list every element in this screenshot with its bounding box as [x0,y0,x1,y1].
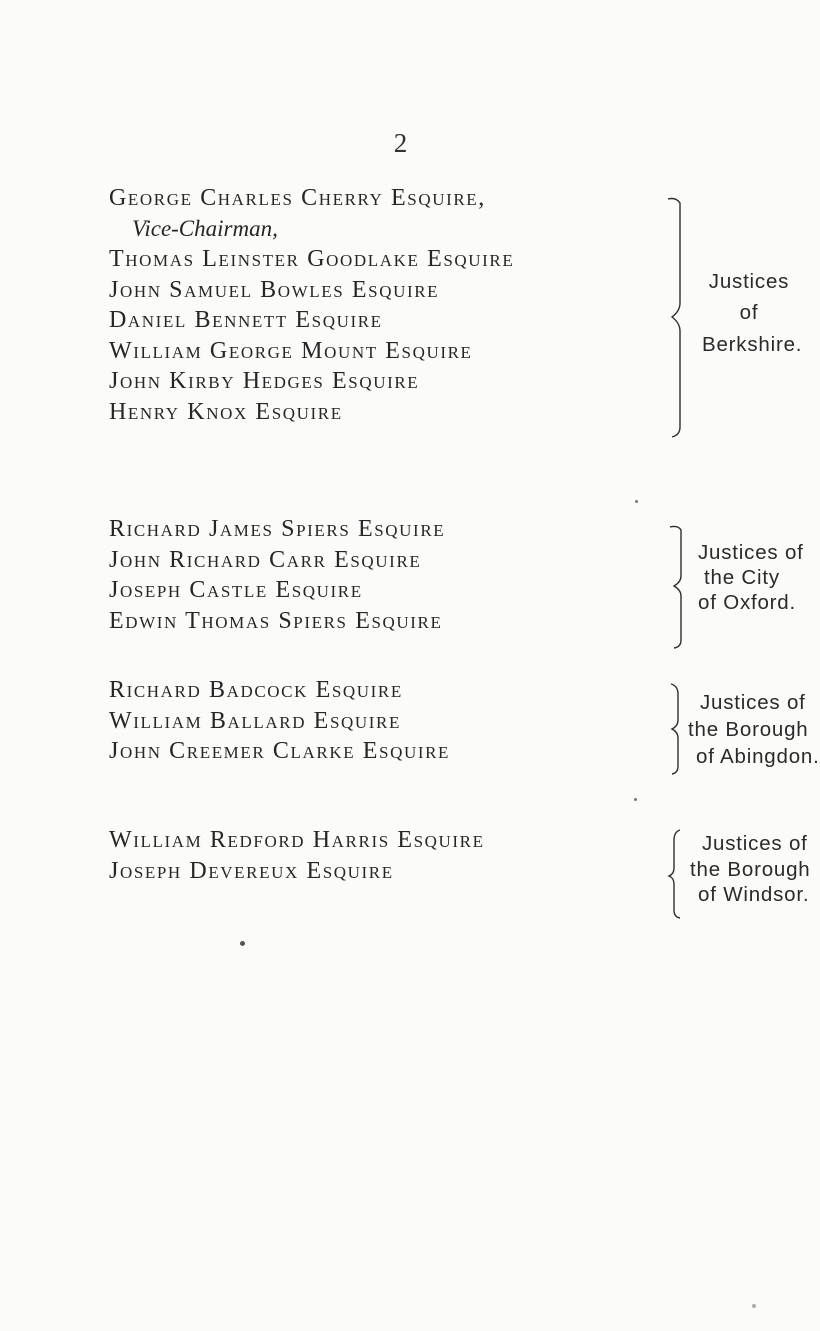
justice-name: Henry Knox Esquire [109,398,343,425]
justice-name: Richard Badcock Esquire [109,677,403,703]
right-brace-icon [670,524,692,650]
justice-name: Joseph Devereux Esquire [109,857,394,884]
right-brace-icon [668,195,692,439]
vice-chairman-role: Vice-Chairman, [132,215,278,241]
jurisdiction-label: Justices of the Borough of Windsor. [690,832,811,906]
paper-speck [635,500,638,503]
name-list [109,183,514,427]
justice-name: John Kirby Hedges Esquire [109,368,420,394]
justice-name: William Ballard Esquire [109,707,401,734]
paper-speck [634,798,637,801]
left-brace-icon [668,828,690,920]
justice-name: Thomas Leinster Goodlake Esquire [109,246,515,272]
justice-name: John Samuel Bowles Esquire [109,276,440,303]
justice-name: John Creemer Clarke Esquire [109,738,451,764]
jurisdiction-label: Justices of the Borough of Abingdon. [688,691,820,768]
justice-name: Daniel Bennett Esquire [109,307,383,333]
jurisdiction-label: Justices of the City of Oxford. [698,541,804,614]
justice-name: John Richard Carr Esquire [109,546,422,573]
paper-speck [752,1304,756,1308]
paper-speck [240,941,245,946]
page-number: 2 [393,128,408,158]
jurisdiction-label: Justices of Berkshire. [702,270,803,356]
name-list [109,675,450,767]
justice-name: George Charles Cherry Esquire, [109,185,486,211]
justice-name: Edwin Thomas Spiers Esquire [109,607,443,634]
justice-name: William George Mount Esquire [109,337,473,364]
justice-name: Joseph Castle Esquire [109,577,363,603]
justice-name: Richard James Spiers Esquire [109,516,446,542]
name-list [109,514,445,636]
name-list [109,825,485,886]
justice-name: William Redford Harris Esquire [109,827,485,853]
